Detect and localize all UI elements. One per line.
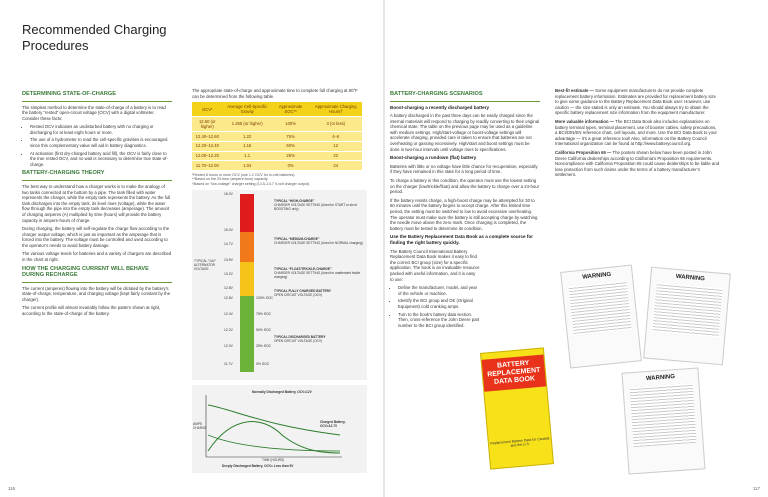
table-row <box>192 151 362 161</box>
table-cell: 24 <box>310 161 362 170</box>
prop-text: The posters shown below have been posted in John Deere California dealerships according to California’s Proposition 65 requirements. Noncompliance with California Proposition 65 could cause dealerships to be liable and lose protection from such claims under the terms of a battery manufacturer’s settlement. <box>555 149 720 178</box>
voltage-tick: 15.0V <box>224 228 233 232</box>
table-note: †Based on “low-voltage” charger setting (13.5–14.7 V-volt charger output). <box>192 181 311 186</box>
poster-image-1 <box>560 265 642 369</box>
databook-list <box>390 285 480 328</box>
poster-heading: WARNING <box>675 273 706 283</box>
best-fit-text: Some equipment manufacturers do not provide complete replacement battery information. Estimates are provided for replacement battery size to give some guidance to the Battery Replacement Data Book user. However, use caution — the size stated is only an estimate. You should always try to obtain the specific battery replacement size information from the equipment manufacturer. <box>555 88 716 116</box>
page-number: 117 <box>752 486 760 491</box>
poster-text-lines <box>569 280 632 336</box>
best-fit-label: Best-fit estimate — <box>555 88 594 93</box>
poster-image-3 <box>622 367 706 474</box>
table-cell: 22 <box>310 151 362 161</box>
y-axis-label: AMPS CHARGE <box>193 422 207 430</box>
table-cell: 25% <box>272 151 310 161</box>
table-row <box>192 117 362 132</box>
note-text: CHARGER VOLTAGE SETTING (Used for unattended trickle charging) <box>274 270 361 279</box>
table-row <box>192 141 362 151</box>
divider <box>390 101 540 102</box>
high-charge-note <box>274 200 364 212</box>
data-book-image <box>480 347 554 469</box>
rundown-title: Boost-charging a rundown (flat) battery <box>390 155 477 161</box>
voltage-tick: 16.0V <box>224 192 233 196</box>
table-notes <box>192 173 362 187</box>
soc-label: 100% SOC <box>256 296 273 300</box>
databook-title: Use the Battery Replacement Data Book as a complete source for finding the right battery quickly. <box>390 234 533 245</box>
bar-high-segment <box>240 194 254 232</box>
page-title: Recommended Charging Procedures <box>22 22 167 53</box>
current-chart <box>192 385 367 473</box>
scenarios-column <box>390 88 540 331</box>
soc-table <box>192 102 362 170</box>
table-cell: 100% <box>272 117 310 132</box>
bar-medium-segment <box>240 232 254 262</box>
theory-p3: The various voltage levels for batteries and a variety of chargers are described in the chart at right. <box>22 251 172 263</box>
soc-label: 25% SOC <box>256 344 272 348</box>
poster-heading: WARNING <box>582 271 612 281</box>
table-header: OCV* <box>192 102 223 117</box>
note-text: OPEN CIRCUIT VOLTAGE (OCV) <box>274 338 323 343</box>
voltage-tick: 11.7V <box>224 362 233 366</box>
table-cell: 11.70–12.00 <box>192 161 223 170</box>
note-title: TYPICAL “FLOAT/TRICKLE-CHARGE” <box>274 267 332 271</box>
x-axis-label: TIME (HOURS) <box>262 458 285 462</box>
databook-text: The Battery Council International Battery Replacement Data Book makes it easy to find the correct BCI group (size) for a specific application. The book is an invaluable resource packed with useful information, and it is easy to use: <box>390 248 480 282</box>
current-p1: The current (amperes) flowing into the battery will be dictated by the battery’s state-of-charge, temperature, and charging voltage (kept fairly constant by the charger). <box>22 285 171 302</box>
theory-p1: The best way to understand how a charger works is to make the analogy of two tanks connected at the bottom by a pipe. The tank filled with water represents the charger, while the empty tank represents the battery. As the full tank discharges into the empty tank, its level rises (voltage), while the water flow through the pipe into the empty tank decreases (amperage). The amount of charging amperes (A) multiplied by time (hours) will provide the battery capacity in ampere-hours of charge. <box>22 183 171 223</box>
book-footer: Replacement Battery Data for Canada and the U.S. <box>490 436 550 448</box>
current-p2: The current profile will almost invariably follow the pattern shown at right, according to the state-of-charge of the battery. <box>22 305 161 317</box>
determining-list <box>22 124 172 167</box>
table-cell: 12.00–12.20 <box>192 151 223 161</box>
poster-image-2 <box>643 267 731 366</box>
table-cell: 12.40–12.60 <box>192 132 223 142</box>
list-item: • Identify the BCI group and OE (Original Equipment) cold cranking amps. <box>398 298 480 309</box>
current-heading: HOW THE CHARGING CURRENT WILL BEHAVE DURING RECHARGE <box>22 265 149 279</box>
bar-float-segment <box>240 262 254 296</box>
left-column <box>22 88 172 320</box>
alternator-label: TYPICAL “14V” ALTERNATOR VOLTAGE <box>194 259 216 271</box>
table-cell: 1.22 <box>223 132 272 142</box>
rundown-p3: If the battery resists charge, a high-boost charge may be attempted for 30 to 60 minutes until the battery begins to accept charge. After this limited time period, the setting must be switched to low to avoid excessive overheating. The operator must make sure the battery is still accepting charge by watching the needle move above the zero mark. Once charging is completed, the battery must be tested to determine its condition. <box>390 197 538 231</box>
float-charge-note <box>274 268 364 280</box>
discharged-ocv-note <box>274 336 364 344</box>
rundown-p2: To charge a battery in this condition, the operator must use the lowest setting on the charger (low/trickle/float) and allow the battery to charge over a 24-hour period. <box>390 178 540 195</box>
table-cell: 12.60 (or higher) <box>192 117 223 132</box>
normal-label: Normally Discharged Battery, OCV=12V <box>252 390 312 394</box>
note-text: OPEN CIRCUIT VOLTAGE (OCV) <box>274 292 323 297</box>
table-cell: 1.265 (or higher) <box>223 117 272 132</box>
table-cell: 1.04 <box>223 161 272 170</box>
list-item: • At activation (first dry-charged battery acid fill), the OCV is fairly close to the true rested OCV, and no wait is necessary to determine true state-of-charge. <box>30 151 172 168</box>
table-cell: 0% <box>272 161 310 170</box>
charged-label: Charged Battery, OCV=12.7V <box>320 420 346 428</box>
poster-text-lines <box>630 383 697 447</box>
prop-label: California Proposition 65 — <box>555 149 612 155</box>
bar-ok-segment <box>240 296 254 372</box>
table-note: **Based on the 20-hour (ampere-hour) capacity. <box>192 177 269 182</box>
voltage-tick: 12.2V <box>224 328 233 332</box>
voltage-chart <box>192 190 367 380</box>
soc-label: 0% SOC <box>256 362 270 366</box>
rundown-p1: Batteries with little or no voltage have little chance for recuperation, especially if they have remained in this state for a long period of time. <box>390 163 538 175</box>
table-cell: 1.16 <box>223 141 272 151</box>
charged-curve <box>208 435 340 451</box>
recent-text: A battery discharged in the past three days can be easily charged since the internal materials will respond to charging by readily converting to their original chemical state. The table on the previous page may be used as a guideline with medium settings. High/start-voltage or boost-voltage settings will accelerate charging, provided care is taken to ensure that batteries are not overheating or gassing excessively. High/start and boost settings must be done in two-hour intervals until voltage rises to specifications. <box>390 113 540 152</box>
theory-heading: BATTERY-CHARGING THEORY <box>22 170 105 177</box>
divider <box>22 101 172 102</box>
voltage-tick: 12.6V <box>224 296 233 300</box>
table-cell: 12.20–12.40 <box>192 141 223 151</box>
table-header: Approximate SOC** <box>272 102 310 117</box>
poster-text-lines <box>652 282 722 338</box>
table-note: *Rested 8 hours or more OCV (use 1.2 OCV for lo-volt batteries). <box>192 172 296 177</box>
charged-ocv-note <box>274 290 364 298</box>
deep-label: Deeply Discharged Battery, OCV= Less than 9V <box>222 464 294 468</box>
voltage-bar <box>240 194 254 372</box>
soc-label: 75% SOC <box>256 312 272 316</box>
voltage-tick: 12.4V <box>224 312 233 316</box>
medium-charge-note <box>274 238 364 246</box>
determining-intro: The simplest method to determine the state-of-charge of a battery is to read the battery “rested” open-circuit voltage (OCV) with a digital voltmeter. Consider these facts: <box>22 104 166 121</box>
table-cell: 12 <box>310 141 362 151</box>
note-title: TYPICAL “HIGH-CHARGE” <box>274 199 315 203</box>
scenarios-heading: BATTERY-CHARGING SCENARIOS <box>390 91 483 97</box>
note-text: CHARGER VOLTAGE SETTING (Used for NORMAL charging) <box>274 240 363 245</box>
voltage-tick: 12.0V <box>224 344 233 348</box>
voltage-tick: 14.7V <box>224 242 233 246</box>
table-cell: 1.1 <box>223 151 272 161</box>
list-item: • Rested OCV indicates an undisturbed battery with no charging or discharging for at least eight hours or more. <box>30 124 172 135</box>
list-item: • Turn to the book’s battery data section. Then, cross-reference the John Deere part number to the BCI group identified. <box>398 312 480 329</box>
table-row <box>192 132 362 142</box>
book-title: BATTERY REPLACEMENT DATA BOOK <box>482 354 547 391</box>
table-column <box>192 88 362 187</box>
determining-heading: DETERMINING STATE-OF-CHARGE <box>22 91 116 97</box>
note-title: TYPICAL “MEDIUM-CHARGE” <box>274 237 320 241</box>
voltage-tick: 12.8V <box>224 286 233 290</box>
note-text: CHARGER VOLTAGE SETTING (Used for START or short BOOSTING only) <box>274 202 357 211</box>
table-intro: The appropriate state-of-charge and approximate time to complete full charging at 80°F can be determined from the following table. <box>192 88 358 99</box>
poster-heading: WARNING <box>645 374 676 383</box>
divider <box>22 282 172 283</box>
divider <box>22 180 172 181</box>
soc-label: 50% SOC <box>256 328 272 332</box>
voltage-tick: 13.9V <box>224 258 233 262</box>
info-column <box>555 88 720 181</box>
theory-p2: During charging, the battery will self-regulate the charge flow according to the charger output voltage, which is just as important as the amperage that is forced into the battery. The voltage must be controlled and used according to the operator’s needs to avoid battery damage. <box>22 226 170 248</box>
page-number: 116 <box>8 486 16 491</box>
list-item: • The use of a hydrometer to read the cell-specific gravities is encouraged since this complementary value will aid in battery diagnostics. <box>30 137 172 148</box>
table-header: Average Cell-Specific Gravity <box>223 102 272 117</box>
note-title: TYPICAL FULLY CHARGED BATTERY <box>274 289 331 293</box>
recent-title: Boost-charging a recently discharged battery <box>390 104 490 110</box>
table-cell: 3 (or less) <box>310 117 362 132</box>
table-cell: 75% <box>272 132 310 142</box>
table-cell: 50% <box>272 141 310 151</box>
list-item: • Define the manufacturer, model, and year of the vehicle or machine. <box>398 285 480 296</box>
voltage-tick: 13.2V <box>224 272 233 276</box>
left-page <box>0 0 383 497</box>
note-title: TYPICAL DISCHARGED BATTERY <box>274 335 326 339</box>
more-label: More valuable information — <box>555 118 614 124</box>
table-row <box>192 161 362 170</box>
right-page <box>385 0 768 497</box>
table-cell: 4–6 <box>310 132 362 142</box>
more-text: The BCI Data Book also includes explanations on battery terminal types, terminal placement, use of booster cables, safety precautions, a BCI/DIN/EN reference chart, cell layouts, and more. Use the BCI Data Book to your advantage — it’s a great reference tool! Also, information on the Battery Council International organization can be found at http://www.batterycouncil.org. <box>555 118 717 147</box>
table-header: Approximate Charging Hours† <box>310 102 362 117</box>
